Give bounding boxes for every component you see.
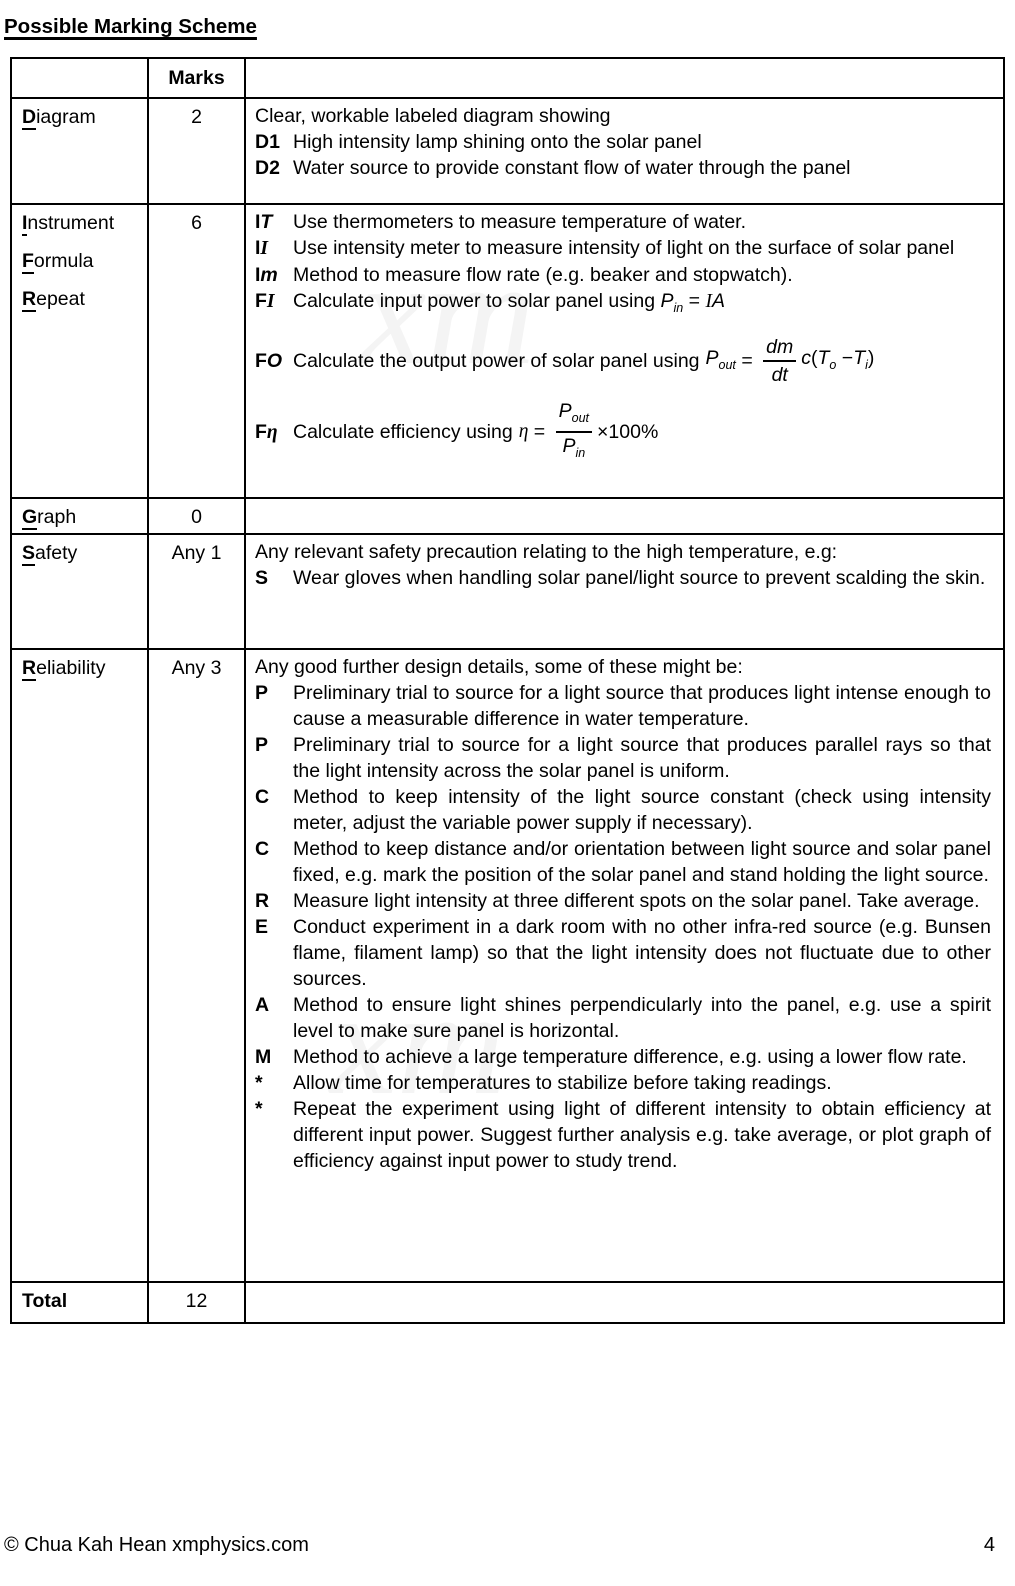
label-text: Instrument <box>22 212 115 234</box>
label-text: Repeat <box>22 288 85 310</box>
list-item: A Method to ensure light shines perpendicularly into the panel, e.g. use a spirit level to make sure panel is horizontal. <box>255 994 991 1042</box>
list-item: FI Calculate input power to solar panel using $P_{in}$ = IA <box>255 290 725 315</box>
diagram-content <box>246 99 1003 205</box>
list-item: E Conduct experiment in a dark room with no other infra-red source (e.g. Bunsen flame, filament lamp) so that the light intensity does not fluctuate due to other sources. <box>255 916 991 990</box>
instrument-content <box>246 205 1003 499</box>
list-item: * Allow time for temperatures to stabilize before taking readings. <box>255 1072 832 1094</box>
list-item: * Repeat the experiment using light of different intensity to obtain efficiency at different input power. Suggest further analysis e.g. take average, or plot graph of efficiency against input power to study trend. <box>255 1098 991 1172</box>
list-item: Fη Calculate efficiency using η = $\frac{P_{out}}{P_{in}}$ ×100% <box>255 399 991 465</box>
footer-page-number: 4 <box>983 1534 995 1556</box>
label-text: Safety <box>22 542 78 564</box>
intro-text: Clear, workable labeled diagram showing <box>255 105 611 127</box>
list-item: IT Use thermometers to measure temperature of water. <box>255 211 747 233</box>
row-label-total <box>12 1283 149 1322</box>
list-item: D2 Water source to provide constant flow of water through the panel <box>255 157 851 179</box>
row-label-diagram <box>12 99 149 205</box>
reliability-content <box>246 650 1003 1283</box>
list-item: Im Method to measure flow rate (e.g. beaker and stopwatch). <box>255 264 793 286</box>
header-empty-cell <box>12 59 149 99</box>
list-item: D1 High intensity lamp shining onto the solar panel <box>255 131 702 153</box>
row-label-reliability <box>12 650 149 1283</box>
list-item: R Measure light intensity at three different spots on the solar panel. Take average. <box>255 890 980 912</box>
marks-value: 6 <box>149 205 246 499</box>
row-label-instrument-formula-repeat <box>12 205 149 499</box>
safety-content <box>246 535 1003 650</box>
formula-eta: η = $\frac{P_{out}}{P_{in}}$ ×100% <box>518 400 659 460</box>
marks-value: Any 1 <box>149 535 246 650</box>
label-text: Total <box>22 1290 68 1312</box>
list-item: P Preliminary trial to source for a light source that produces light intense enough to cause a measurable difference in water temperature. <box>255 682 991 730</box>
formula-pout: $P_{out}$ = $\frac{dm}{dt}$ $c(T_o -T_i)$ <box>705 336 875 386</box>
list-item: II Use intensity meter to measure intensity of light on the surface of solar panel <box>255 237 955 259</box>
graph-content <box>246 499 1003 535</box>
label-text: Graph <box>22 506 77 528</box>
footer-copyright: © Chua Kah Hean xmphysics.com <box>4 1534 309 1556</box>
header-empty-cell <box>246 59 1003 99</box>
header-marks-cell: Marks <box>149 59 246 99</box>
marks-value: Any 3 <box>149 650 246 1283</box>
label-text: Diagram <box>22 106 96 128</box>
marking-scheme-table <box>10 57 1005 1324</box>
intro-text: Any good further design details, some of these might be: <box>255 656 743 678</box>
list-item: C Method to keep intensity of the light source constant (check using intensity meter, adjust the variable power supply if necessary). <box>255 786 991 834</box>
formula-pin: $P_{in}$ = IA <box>660 290 725 315</box>
total-content <box>246 1283 1003 1322</box>
list-item: FO Calculate the output power of solar panel using $P_{out}$ = $\frac{dm}{dt}$ $c(T_o -T_i)$ <box>255 336 875 386</box>
marks-value: 2 <box>149 99 246 205</box>
list-item: C Method to keep distance and/or orientation between light source and solar panel fixed, e.g. mark the position of the solar panel and stand holding the light source. <box>255 838 991 886</box>
page-title: Possible Marking Scheme <box>4 15 257 38</box>
label-text: Formula <box>22 250 94 272</box>
list-item: S Wear gloves when handling solar panel/light source to prevent scalding the skin. <box>255 567 986 589</box>
marks-value: 0 <box>149 499 246 535</box>
row-label-graph <box>12 499 149 535</box>
marks-value: 12 <box>149 1283 246 1322</box>
list-item: M Method to achieve a large temperature difference, e.g. using a lower flow rate. <box>255 1046 967 1068</box>
label-text: Reliability <box>22 657 106 679</box>
list-item: P Preliminary trial to source for a light source that produces parallel rays so that the light intensity across the solar panel is uniform. <box>255 734 991 782</box>
row-label-safety <box>12 535 149 650</box>
intro-text: Any relevant safety precaution relating to the high temperature, e.g: <box>255 541 838 563</box>
